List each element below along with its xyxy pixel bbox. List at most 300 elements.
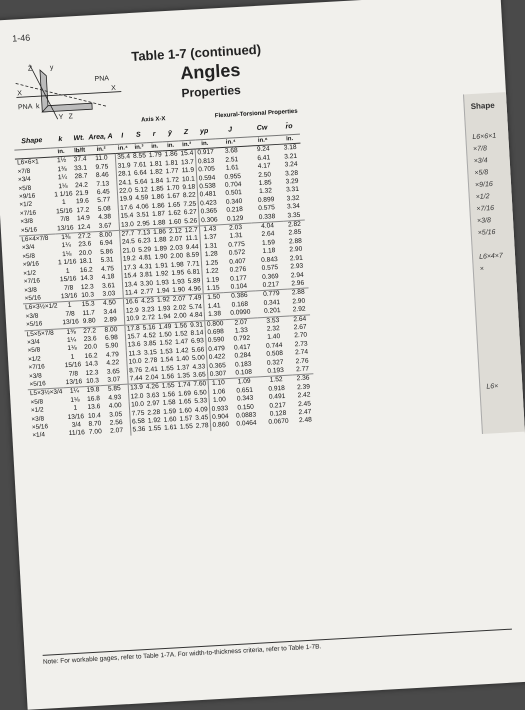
table-cell: 2.32 bbox=[266, 325, 280, 333]
diagram-label-pna-top: PNA bbox=[94, 75, 110, 84]
title-line-1: Table 1-7 (continued) bbox=[130, 41, 262, 64]
table-cell: 19.8 bbox=[86, 386, 100, 395]
table-cell: 14.3 bbox=[84, 360, 99, 369]
table-cell: 2.77 bbox=[295, 365, 310, 374]
table-cell: 27.2 bbox=[77, 232, 92, 241]
table-cell: 1.52 bbox=[174, 330, 188, 338]
table-cell: 1.94 bbox=[156, 287, 170, 295]
table-cell: 13/16 bbox=[65, 378, 83, 387]
table-cell: 2.56 bbox=[109, 419, 123, 427]
col-header: r̄o bbox=[278, 120, 301, 136]
shape-designation-cell: ×7/16 bbox=[19, 209, 37, 218]
table-cell: 11.4 bbox=[123, 289, 140, 299]
side-tab-shape-label: Shape bbox=[470, 100, 495, 112]
table-cell: 13.7 bbox=[180, 158, 195, 167]
table-cell: 2.88 bbox=[288, 237, 303, 246]
table-cell: 5.31 bbox=[100, 256, 114, 265]
table-cell: 1.33 bbox=[234, 326, 248, 335]
table-cell: 15.3 bbox=[81, 300, 95, 309]
table-cell: 1.52 bbox=[260, 375, 292, 386]
table-cell: 2.41 bbox=[144, 365, 159, 374]
table-cell: 7/8 bbox=[65, 310, 75, 318]
table-cell: 1.70 bbox=[166, 184, 180, 193]
table-cell: 0.284 bbox=[234, 351, 252, 360]
table-cell: 16.6 bbox=[123, 298, 140, 308]
table-cell: 3/4 bbox=[71, 421, 82, 429]
table-cell: 10.4 bbox=[87, 411, 102, 420]
table-cell: 1¼ bbox=[64, 387, 86, 397]
table-cell: 13.6 bbox=[127, 341, 141, 349]
table-cell: 4.04 bbox=[251, 221, 283, 232]
table-cell: 0.651 bbox=[236, 386, 254, 395]
table-cell: 0.933 bbox=[211, 404, 229, 413]
table-cell: 2.90 bbox=[292, 297, 306, 306]
table-cell: 5.33 bbox=[194, 397, 208, 406]
table-cell: 17.2 bbox=[76, 206, 90, 215]
table-cell: 4.93 bbox=[108, 393, 122, 402]
table-cell: 2.64 bbox=[289, 314, 311, 324]
table-cell: 11.1 bbox=[185, 234, 199, 243]
table-cell: 6.94 bbox=[99, 239, 113, 248]
table-cell: 1.59 bbox=[163, 407, 177, 416]
table-cell: 5.66 bbox=[191, 346, 205, 354]
shape-designation-cell: L6×3½×1/2 bbox=[23, 302, 59, 313]
table-cell: 9.18 bbox=[182, 183, 196, 192]
table-cell: 4.79 bbox=[105, 350, 119, 359]
table-cell: 27.2 bbox=[83, 326, 97, 335]
table-cell: 1.31 bbox=[200, 242, 220, 252]
table-cell: 0.217 bbox=[262, 280, 280, 289]
shape-designation-cell: ×3/8 bbox=[31, 414, 45, 423]
table-cell: 2.96 bbox=[291, 279, 305, 288]
table-cell: 1.18 bbox=[262, 247, 276, 256]
table-cell: 0.104 bbox=[230, 282, 248, 291]
table-cell: 1.98 bbox=[170, 261, 184, 269]
table-cell: 0.491 bbox=[268, 393, 286, 401]
side-tab-item: ×1/2 bbox=[475, 193, 490, 201]
table-cell: 1.74 bbox=[177, 381, 191, 390]
table-cell: 7.00 bbox=[88, 428, 103, 437]
table-cell: 10.0 bbox=[130, 400, 145, 409]
table-cell: 1.81 bbox=[165, 159, 179, 168]
shape-designation-cell: ×5/8 bbox=[27, 346, 41, 355]
table-cell: 1.28 bbox=[201, 251, 221, 261]
table-cell: 1¼ bbox=[66, 336, 77, 344]
table-cell: 9.80 bbox=[82, 317, 96, 326]
table-cell: 3.35 bbox=[287, 211, 301, 220]
table-cell: 2.03 bbox=[169, 244, 183, 252]
shape-designation-cell: ×3/8 bbox=[28, 372, 42, 380]
table-cell: 17.6 bbox=[119, 203, 134, 212]
table-cell: 1.19 bbox=[202, 276, 222, 286]
table-cell: 2.48 bbox=[298, 416, 313, 425]
table-cell: 1.65 bbox=[167, 201, 181, 209]
table-cell: 1⅜ bbox=[55, 233, 77, 243]
table-cell: 5.90 bbox=[105, 342, 119, 351]
axis-xx-group-header: Axis X-X bbox=[140, 115, 166, 124]
table-cell: 0.386 bbox=[223, 291, 255, 302]
table-cell: 0.201 bbox=[263, 307, 281, 316]
table-cell: 3.53 bbox=[257, 316, 289, 327]
table-cell: 1⅜ bbox=[57, 165, 67, 174]
table-cell: 3.30 bbox=[140, 279, 154, 288]
table-cell: 15.4 bbox=[120, 212, 134, 221]
table-cell: 0.594 bbox=[198, 174, 216, 182]
table-cell: 8.55 bbox=[132, 152, 147, 161]
table-cell: 1.94 bbox=[157, 313, 171, 321]
table-cell: 8.00 bbox=[97, 325, 125, 335]
table-cell: 1.65 bbox=[178, 398, 192, 407]
table-cell: 1⅛ bbox=[62, 250, 72, 258]
table-cell: 1.55 bbox=[179, 423, 193, 432]
table-cell: 7.13 bbox=[96, 180, 110, 188]
table-cell: 28.1 bbox=[118, 170, 132, 179]
table-cell: 13/16 bbox=[62, 318, 80, 327]
table-cell: 0.407 bbox=[229, 257, 246, 266]
table-cell: 1½ bbox=[51, 156, 73, 166]
table-cell: 1.53 bbox=[159, 347, 173, 356]
table-cell: 10.1 bbox=[181, 175, 195, 183]
table-cell: 0.705 bbox=[198, 165, 216, 174]
table-cell: 1.09 bbox=[228, 377, 260, 388]
diagram-label-y-bottom: Y bbox=[58, 113, 64, 122]
table-cell: 1¼ bbox=[57, 173, 68, 182]
table-cell: 0.341 bbox=[263, 298, 281, 307]
table-cell: 3.29 bbox=[285, 177, 299, 186]
table-cell: 13.6 bbox=[87, 403, 101, 412]
table-cell: 1.93 bbox=[157, 304, 171, 313]
table-cell: 4.50 bbox=[96, 299, 124, 309]
table-cell: 31.9 bbox=[117, 161, 131, 170]
col-header: Cw bbox=[246, 121, 279, 137]
table-cell: 4.23 bbox=[140, 297, 155, 306]
table-cell: 1.57 bbox=[179, 415, 193, 423]
table-cell: 2.74 bbox=[295, 348, 309, 357]
table-cell: 0.217 bbox=[269, 401, 287, 410]
table-cell: 4.33 bbox=[192, 362, 206, 371]
table-cell: 1.60 bbox=[168, 218, 182, 226]
table-cell: 4.38 bbox=[98, 213, 112, 222]
table-cell: 3.34 bbox=[286, 203, 301, 211]
table-cell: 1.89 bbox=[153, 245, 168, 253]
table-cell: 3.44 bbox=[103, 307, 117, 316]
flexural-torsional-group-header: Flexural-Torsional Properties bbox=[214, 108, 298, 120]
table-cell: 4.31 bbox=[139, 262, 153, 271]
diagram-label-pna-left: PNA bbox=[17, 103, 33, 112]
table-cell: 1.22 bbox=[202, 267, 222, 277]
table-cell: 0.365 bbox=[200, 207, 218, 216]
table-cell: 2.85 bbox=[288, 229, 302, 237]
table-cell: 1.61 bbox=[225, 164, 239, 173]
table-body bbox=[15, 144, 317, 441]
table-cell: 12.0 bbox=[130, 392, 144, 401]
table-cell: 4.26 bbox=[145, 383, 160, 392]
table-cell: 7.71 bbox=[186, 260, 200, 268]
unit-header: in. bbox=[50, 147, 72, 158]
table-cell: 1.37 bbox=[176, 363, 190, 372]
table-cell: 0.422 bbox=[208, 353, 226, 362]
table-cell: 1.59 bbox=[261, 239, 276, 247]
table-cell: 0.481 bbox=[199, 190, 217, 199]
table-cell: 1.95 bbox=[171, 269, 185, 278]
table-cell: 12.4 bbox=[77, 223, 91, 231]
table-cell: 11.3 bbox=[126, 350, 143, 359]
table-cell: 0.698 bbox=[207, 328, 225, 337]
table-cell: 1 bbox=[73, 404, 78, 412]
table-cell: 0.0990 bbox=[230, 308, 251, 317]
table-cell: 1.00 bbox=[209, 396, 229, 406]
shape-designation-cell: ×7/16 bbox=[23, 277, 41, 286]
table-cell: 8.00 bbox=[92, 230, 120, 240]
table-cell: 3.28 bbox=[285, 169, 299, 178]
table-cell: 11.9 bbox=[181, 166, 195, 175]
table-cell: 0.276 bbox=[229, 265, 247, 274]
side-tab-item: ×5/16 bbox=[477, 228, 496, 237]
table-cell: 3.85 bbox=[143, 340, 157, 349]
table-cell: 7.25 bbox=[183, 200, 197, 209]
col-header: r bbox=[146, 127, 163, 142]
table-cell: 0.340 bbox=[225, 197, 243, 206]
table-cell: 5.26 bbox=[184, 217, 198, 225]
table-cell: 13.9 bbox=[128, 384, 145, 394]
table-cell: 5.00 bbox=[191, 354, 206, 363]
table-cell: 1.35 bbox=[176, 372, 191, 380]
side-tab-item: ×3/4 bbox=[473, 157, 488, 165]
table-cell: 5.08 bbox=[97, 205, 111, 213]
table-cell: 2.47 bbox=[298, 408, 312, 417]
table-cell: 6.50 bbox=[193, 389, 207, 397]
table-cell: 1⅛ bbox=[58, 182, 68, 190]
table-cell: 8.22 bbox=[182, 192, 196, 200]
table-cell: 1.40 bbox=[175, 355, 190, 364]
table-cell: 1.85 bbox=[258, 179, 272, 188]
table-cell: 1.90 bbox=[172, 286, 186, 294]
table-cell: 15.4 bbox=[179, 149, 196, 159]
table-cell: 2.07 bbox=[169, 235, 183, 244]
table-cell: 9.75 bbox=[95, 163, 109, 171]
table-cell: 2.72 bbox=[141, 314, 156, 322]
table-cell: 7.60 bbox=[192, 380, 209, 390]
table-cell: 0.860 bbox=[212, 421, 230, 430]
table-cell: 0.343 bbox=[236, 394, 254, 403]
table-cell: 0.775 bbox=[228, 240, 245, 249]
unit-header: in. bbox=[147, 142, 163, 152]
shape-designation-cell: ×3/8 bbox=[25, 312, 39, 320]
table-cell: 2.73 bbox=[294, 340, 308, 349]
table-cell: 2.67 bbox=[293, 323, 307, 332]
table-cell: 7.75 bbox=[131, 409, 145, 418]
table-cell: 1.55 bbox=[160, 364, 174, 373]
table-cell: 2.77 bbox=[140, 287, 154, 296]
table-cell: 2.76 bbox=[295, 357, 309, 365]
col-header: Z bbox=[178, 126, 195, 141]
table-cell: 1.81 bbox=[149, 160, 163, 168]
table-cell: 2.50 bbox=[258, 170, 272, 179]
table-cell: 1.56 bbox=[161, 373, 175, 381]
table-cell: 5.77 bbox=[97, 196, 111, 205]
table-cell: 0.327 bbox=[266, 358, 284, 367]
table-cell: 1.77 bbox=[165, 167, 179, 176]
diagram-label-x-left: X bbox=[17, 90, 23, 98]
table-cell: 15.4 bbox=[123, 272, 137, 280]
table-cell: 0.128 bbox=[269, 409, 287, 418]
table-cell: 10.0 bbox=[128, 358, 142, 366]
table-cell: 1¼ bbox=[61, 242, 72, 250]
table-cell: 0.193 bbox=[267, 366, 285, 375]
table-cell: 1.42 bbox=[175, 346, 189, 355]
table-cell: 23.6 bbox=[83, 335, 97, 343]
unit-header: in. bbox=[162, 141, 178, 151]
table-cell: 0.575 bbox=[261, 264, 279, 273]
table-cell: 2.03 bbox=[219, 223, 251, 234]
table-cell: 0.365 bbox=[209, 361, 226, 370]
side-tab-item: L6×4×7 bbox=[478, 252, 504, 261]
table-cell: 0.150 bbox=[237, 403, 255, 412]
table-cell: 14.3 bbox=[80, 274, 94, 283]
table-cell: 4.06 bbox=[135, 203, 149, 211]
shape-designation-cell: L6×6×1 bbox=[15, 158, 51, 169]
table-cell: 2.07 bbox=[172, 295, 186, 304]
table-cell: 5.74 bbox=[188, 303, 203, 311]
unit-header: in. bbox=[195, 139, 216, 150]
table-cell: 3.45 bbox=[195, 414, 209, 422]
table-cell: 5.86 bbox=[100, 248, 114, 256]
table-cell: 20.0 bbox=[78, 249, 92, 258]
table-cell: 3.65 bbox=[106, 367, 120, 376]
table-cell: 10.9 bbox=[124, 315, 141, 325]
table-cell: 0.0883 bbox=[235, 411, 257, 420]
table-cell: 3.31 bbox=[285, 186, 300, 194]
table-cell: 1 bbox=[61, 199, 66, 207]
table-cell: 1.91 bbox=[154, 261, 169, 270]
table-cell: 15/16 bbox=[59, 275, 77, 284]
table-cell: 4.09 bbox=[194, 405, 208, 414]
table-cell: 3.51 bbox=[136, 211, 150, 220]
table-cell: 0.779 bbox=[255, 289, 287, 300]
table-cell: 2.88 bbox=[287, 288, 309, 298]
table-cell: 5.16 bbox=[142, 323, 156, 332]
table-cell: 1.47 bbox=[175, 338, 189, 347]
table-cell: 2.00 bbox=[173, 312, 187, 321]
table-cell: 1.87 bbox=[152, 210, 166, 219]
table-cell: 3.18 bbox=[279, 144, 301, 154]
table-cell: 16.2 bbox=[84, 352, 98, 360]
table-cell: 0.129 bbox=[226, 214, 244, 223]
table-cell: 1.60 bbox=[178, 406, 193, 415]
table-cell: 1.88 bbox=[152, 218, 166, 227]
table-cell: 0.572 bbox=[228, 249, 246, 258]
table-cell: 1.56 bbox=[174, 321, 188, 330]
table-cell: 1⅛ bbox=[70, 396, 80, 404]
unit-header: in.² bbox=[87, 145, 115, 156]
table-cell: 19.6 bbox=[75, 197, 90, 206]
table-cell: 1.60 bbox=[163, 415, 177, 424]
table-cell: 24.2 bbox=[74, 181, 89, 189]
table-cell: 17.3 bbox=[123, 263, 137, 272]
table-cell: 1 bbox=[70, 353, 75, 361]
table-cell: 7/8 bbox=[60, 215, 70, 224]
table-cell: 1⅜ bbox=[60, 327, 82, 337]
table-cell: 2.78 bbox=[144, 357, 158, 365]
shape-designation-cell: ×5/16 bbox=[31, 423, 49, 432]
table-cell: 1 1/16 bbox=[54, 190, 73, 199]
table-cell: 8.70 bbox=[88, 420, 102, 428]
table-cell: 1.93 bbox=[171, 277, 185, 286]
table-cell: 0.918 bbox=[268, 384, 286, 393]
table-cell: 13.4 bbox=[124, 280, 138, 289]
table-cell: 19.9 bbox=[119, 195, 133, 204]
table-cell: 6.81 bbox=[186, 268, 201, 277]
table-cell: 13/16 bbox=[67, 412, 85, 421]
table-cell: 9.31 bbox=[188, 320, 205, 330]
table-cell: 0.501 bbox=[225, 189, 243, 198]
diagram-label-z: Z bbox=[27, 65, 33, 73]
table-cell: 28.7 bbox=[74, 172, 88, 181]
table-cell: 0.575 bbox=[258, 204, 276, 213]
table-cell: 12.7 bbox=[183, 226, 200, 236]
shape-designation-cell: ×1/2 bbox=[19, 201, 33, 209]
table-cell: 35.4 bbox=[115, 153, 132, 163]
table-cell: 1.56 bbox=[162, 390, 176, 399]
shape-designation-cell: ×3/4 bbox=[17, 175, 31, 184]
table-cell: 13/16 bbox=[56, 224, 74, 233]
table-cell: 2.97 bbox=[146, 400, 160, 408]
table-cell: 16.2 bbox=[79, 266, 93, 274]
col-header: S bbox=[130, 128, 147, 143]
col-header: Wt. bbox=[71, 132, 88, 147]
table-cell: 3.65 bbox=[192, 371, 206, 379]
shape-designation-cell: L6×4×7/8 bbox=[19, 234, 55, 245]
table-cell: 5.85 bbox=[101, 385, 129, 395]
angle-properties-table bbox=[13, 104, 317, 441]
table-cell: 23.6 bbox=[78, 240, 92, 249]
table-cell: 4.00 bbox=[108, 402, 122, 410]
table-cell: 4.59 bbox=[135, 194, 149, 203]
table-cell: 0.0464 bbox=[236, 419, 257, 429]
table-cell: 0.423 bbox=[199, 199, 217, 208]
table-cell: 0.955 bbox=[224, 172, 242, 181]
table-cell: 1.85 bbox=[150, 185, 164, 194]
table-cell: 0.0670 bbox=[268, 418, 289, 427]
table-cell: 2.04 bbox=[145, 373, 159, 382]
table-cell: 21.0 bbox=[122, 246, 136, 255]
table-cell: 1 1/16 bbox=[57, 258, 77, 267]
table-cell: 2.00 bbox=[170, 252, 184, 261]
shape-designation-cell: ×5/16 bbox=[24, 294, 42, 303]
shape-designation-cell: ×1/2 bbox=[30, 406, 44, 415]
shape-designation-cell: ×1/2 bbox=[23, 269, 37, 277]
table-cell: 2.64 bbox=[261, 230, 275, 239]
table-cell: 2.42 bbox=[297, 391, 311, 400]
table-cell: 1.10 bbox=[208, 379, 228, 389]
table-cell: 1.06 bbox=[209, 388, 229, 398]
table-cell: 1.40 bbox=[267, 333, 281, 342]
table-cell: 2.82 bbox=[283, 220, 305, 230]
table-cell: 0.183 bbox=[234, 360, 252, 369]
col-header: yp bbox=[194, 124, 215, 140]
table-cell: 11.0 bbox=[88, 154, 116, 164]
table-cell: 3.32 bbox=[286, 194, 300, 203]
table-cell: 1.25 bbox=[201, 259, 221, 269]
table-cell: 3.15 bbox=[143, 348, 158, 357]
table-cell: 5.29 bbox=[138, 246, 152, 254]
table-cell: 0.917 bbox=[195, 148, 215, 158]
unit-header: in.⁶ bbox=[247, 135, 279, 146]
table-cell: 13/16 bbox=[60, 292, 78, 301]
side-tab-item: L6×6×1 bbox=[472, 132, 497, 142]
table-cell: 1.86 bbox=[151, 193, 165, 202]
table-cell: 9.24 bbox=[247, 145, 279, 156]
